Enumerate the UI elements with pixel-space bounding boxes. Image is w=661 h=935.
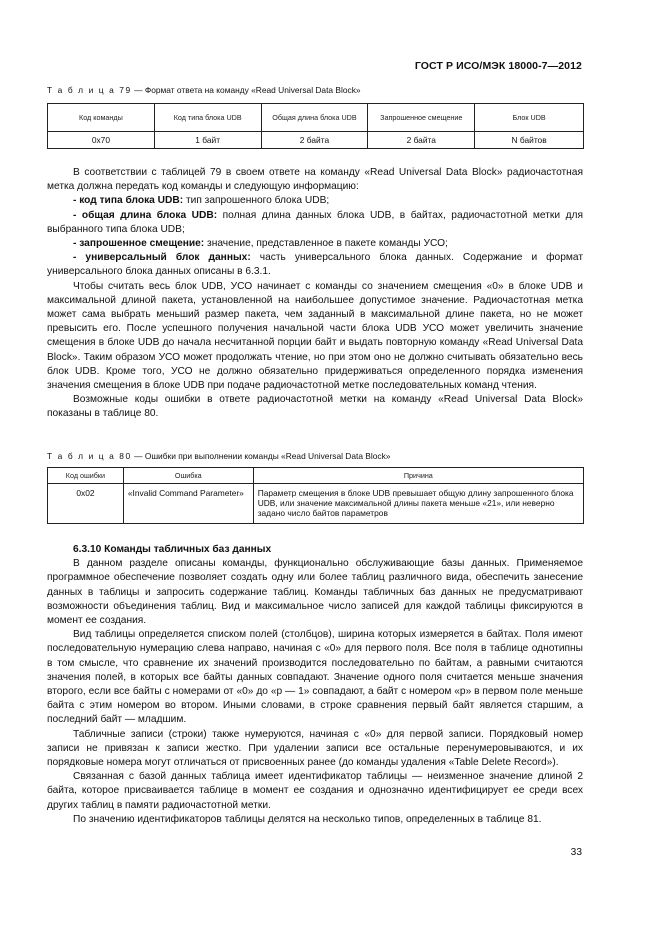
standard-code-header: ГОСТ Р ИСО/МЭК 18000-7—2012 xyxy=(414,60,582,72)
list-item-term: - запрошенное смещение: xyxy=(73,238,205,250)
table-80 xyxy=(47,467,584,524)
table-79-header-cell: Блок UDB xyxy=(475,104,584,132)
list-item-text: часть универсального блока данных. Содержание и формат универсального блока данных описаны в 6.3.1. xyxy=(47,252,584,278)
paragraph: Вид таблицы определяется списком полей (столбцов), ширина которых измеряется в байтах. Поля имеют последовательную нумерацию слева направо, начиная с «0» для первого поля. Все поля в таблице однотипны в том смысле, что сравнение их значений производится последовательно по байтам, а равными считаются значения полей, в которых все байты данных совпадают. Значение одного поля считается меньше значения второго, если все байты с номерами от «0» до «p — 1» совпадают, а байт с номером «p» в первом поле меньше байта с этим номером во втором. Иными словами, в строке сравнения первый байт является старшим, а последний байт — младшим. xyxy=(47,629,583,726)
paragraph: Чтобы считать весь блок UDB, УСО начинает с команды со значением смещения «0» в блоке UDB и максимальной длиной пакета, установленной на наибольшее допустимое значение. Радиочастотная метка может сама выбрать меньший размер пакета, чем заданный в максимальной длине пакета, но не может превысить его. После успешного получения начальной части блока UDB УСО может увеличить значение смещения в блоке UDB до начала несчитанной порции байт и выдать повторную команду «Read Universal Data Block». Таким образом УСО может продолжать чтение, но при этом оно не должно считывать обязательно весь блок UDB. Кроме того, УСО не должно обязательно придерживаться определенного порядка изменения значения смещения в блоке UDB при подаче радиочастотной метке последовательных команд чтения. xyxy=(47,280,583,392)
table-79-header-cell: Запрошенное смещение xyxy=(368,104,475,132)
table-79-header-cell: Код команды xyxy=(48,104,155,132)
table-80-caption-text: — Ошибки при выполнении команды «Read Universal Data Block» xyxy=(131,451,391,461)
paragraph: Табличные записи (строки) также нумеруются, начиная с «0» для первой записи. Порядковый номер записи не привязан к записи жестко. При удалении записи все остальные перенумеровываются, и их порядковые номера могут отличаться от присвоенных ранее (до команды удаления «Table Delete Record»). xyxy=(47,728,583,769)
table-80-header-row xyxy=(48,468,584,484)
list-item-text: значение, представленное в пакете команды УСО; xyxy=(204,238,448,250)
list-item xyxy=(47,251,583,279)
table-79-cell: 0x70 xyxy=(48,132,155,149)
table-80-cell: 0x02 xyxy=(48,484,124,524)
table-79-caption-text: — Формат ответа на команду «Read Universal Data Block» xyxy=(131,85,361,95)
list-item xyxy=(47,209,583,237)
table-79-caption xyxy=(47,85,361,95)
table-79-header-cell: Общая длина блока UDB xyxy=(261,104,368,132)
paragraph: В соответствии с таблицей 79 в своем ответе на команду «Read Universal Data Block» радиочастотная метка должна передать код команды и следующую информацию: xyxy=(47,167,583,193)
text-block-1 xyxy=(47,166,583,422)
table-80-caption xyxy=(47,451,390,461)
list-item xyxy=(47,237,583,251)
table-79-cell: 1 байт xyxy=(154,132,261,149)
table-79-header-cell: Код типа блока UDB xyxy=(154,104,261,132)
section-heading xyxy=(47,543,583,557)
paragraph: Связанная с базой данных таблица имеет идентификатор таблицы — неизменное значение длиной 2 байта, которое присваивается таблице в момент ее создания и однозначно идентифицирует ее среди всех других таблиц в памяти радиочастотной метки. xyxy=(47,771,583,811)
table-79-cell: 2 байта xyxy=(368,132,475,149)
table-79-cell: N байтов xyxy=(475,132,584,149)
list-item-text: полная длина данных блока UDB, в байтах, радиочастотной метки для выбранного типа блока UDB; xyxy=(47,209,583,235)
page-number: 33 xyxy=(570,847,582,858)
list-item-term: - универсальный блок данных: xyxy=(73,252,251,264)
table-80-cell: Параметр смещения в блоке UDB превышает общую длину запрошенного блока UDB, или значение максимальной длины пакета меньше «21», или неверно задано число байтов параметров xyxy=(253,484,583,524)
list-item-term: - код типа блока UDB: xyxy=(73,195,184,207)
table-79-data-row xyxy=(48,132,584,149)
list-item xyxy=(47,194,583,208)
table-80-header-cell: Ошибка xyxy=(123,468,253,484)
table-80-header-cell: Причина xyxy=(253,468,583,484)
table-79-caption-prefix: Т а б л и ц а 79 xyxy=(47,85,132,95)
text-block-2 xyxy=(47,543,583,827)
list-item-text: тип запрошенного блока UDB; xyxy=(183,195,330,207)
paragraph: Возможные коды ошибки в ответе радиочастотной метки на команду «Read Universal Data Block» показаны в таблице 80. xyxy=(47,394,583,420)
table-79 xyxy=(47,103,584,149)
table-79-cell: 2 байта xyxy=(261,132,368,149)
table-80-data-row xyxy=(48,484,584,524)
section-number: 6.3.10 xyxy=(73,544,102,555)
table-80-header-cell: Код ошибки xyxy=(48,468,124,484)
paragraph: В данном разделе описаны команды, функционально обслуживающие базы данных. Применяемое программное обеспечение позволяет создать одну или более таблиц различного вида, обеспечить занесение данных в таблицы и запросить содержание таблиц. Команды табличных баз данных не предусматривают возможности объединения таблиц. Вид и максимальное число записей для каждой таблицы фиксируются в момент ее создания. xyxy=(47,558,583,627)
section-title: Команды табличных баз данных xyxy=(104,544,272,555)
table-79-header-row xyxy=(48,104,584,132)
table-80-cell: «Invalid Command Parameter» xyxy=(123,484,253,524)
list-item-term: - общая длина блока UDB: xyxy=(73,209,218,221)
table-80-caption-prefix: Т а б л и ц а 80 xyxy=(47,451,132,461)
paragraph: По значению идентификаторов таблицы делятся на несколько типов, определенных в таблице 81. xyxy=(73,813,542,825)
